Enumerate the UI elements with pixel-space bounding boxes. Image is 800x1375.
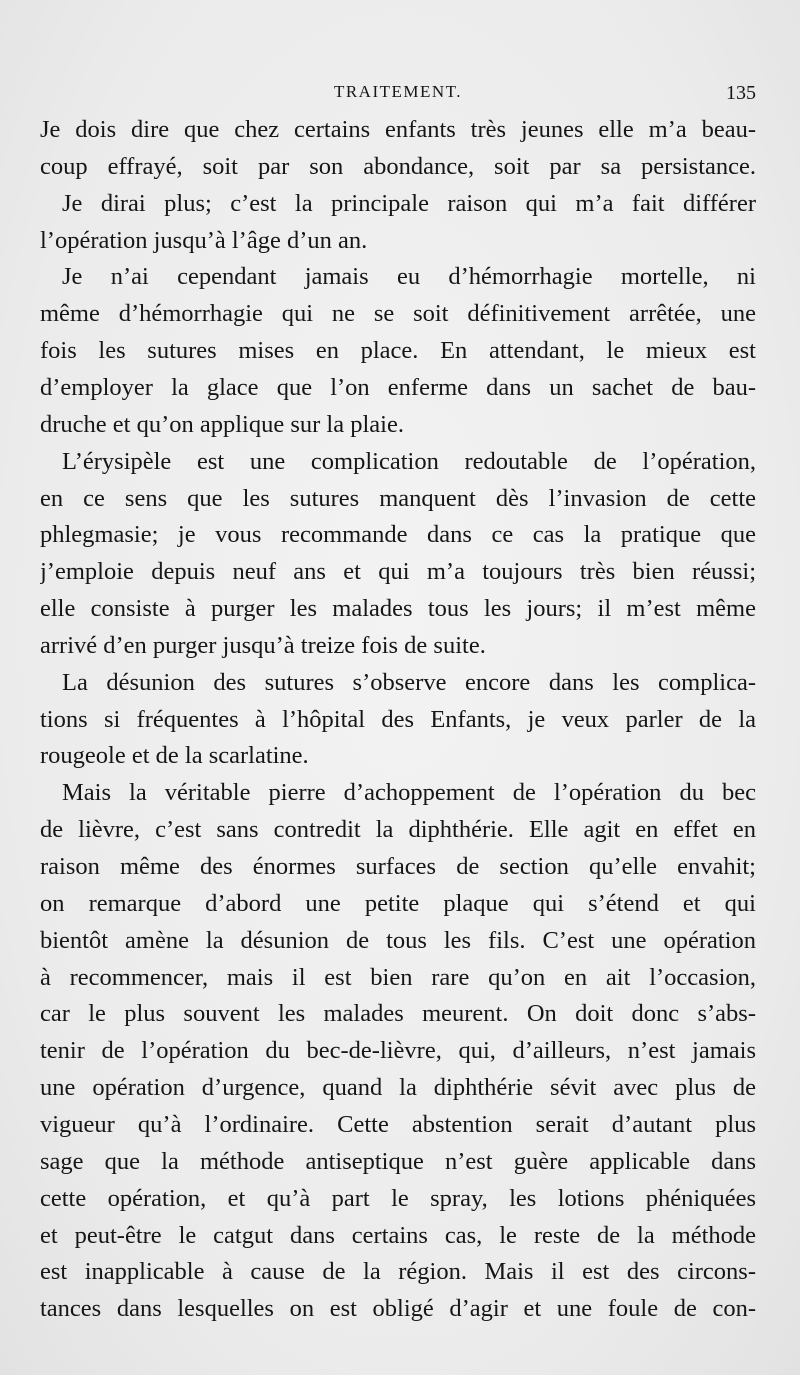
text-line: coup effrayé, soit par son abondance, soit par sa persistance. — [40, 152, 756, 180]
running-title: TRAITEMENT. — [333, 82, 463, 101]
text-line: et peut-être le catgut dans certains cas, le reste de la méthode — [40, 1221, 756, 1249]
text-line: La désunion des sutures s’observe encore dans les complica- — [62, 668, 756, 696]
text-line: car le plus souvent les malades meurent. On doit donc s’abs- — [40, 1000, 756, 1028]
text-line: phlegmasie; je vous recommande dans ce cas la pratique que — [40, 521, 756, 549]
text-line: à recommencer, mais il est bien rare qu’on en ait l’occasion, — [40, 963, 756, 991]
text-line: rougeole et de la scarlatine. — [40, 742, 309, 770]
text-line: Je dois dire que chez certains enfants très jeunes elle m’a beau- — [40, 116, 756, 143]
text-line: on remarque d’abord une petite plaque qui s’étend et qui — [40, 889, 756, 917]
text-line: arrivé d’en purger jusqu’à treize fois de suite. — [40, 631, 486, 659]
text-line: elle consiste à purger les malades tous les jours; il m’est même — [40, 595, 756, 623]
text-line: Je n’ai cependant jamais eu d’hémorrhagie mortelle, ni — [62, 263, 756, 291]
text-line: fois les sutures mises en place. En attendant, le mieux est — [40, 337, 756, 365]
text-line: tances dans lesquelles on est obligé d’agir et une foule de con- — [40, 1295, 756, 1323]
text-line: même d’hémorrhagie qui ne se soit définitivement arrêtée, une — [40, 300, 756, 328]
text-line: L’érysipèle est une complication redoutable de l’opération, — [62, 447, 756, 475]
page-number: 135 — [726, 82, 756, 104]
text-line: tions si fréquentes à l’hôpital des Enfants, je veux parler de la — [40, 705, 756, 733]
running-head — [40, 82, 756, 110]
text-line: une opération d’urgence, quand la diphthérie sévit avec plus de — [40, 1074, 756, 1102]
text-line: bientôt amène la désunion de tous les fils. C’est une opération — [40, 926, 756, 954]
text-line: est inapplicable à cause de la région. Mais il est des circons- — [40, 1258, 756, 1286]
text-line: cette opération, et qu’à part le spray, les lotions phéniquées — [40, 1184, 756, 1212]
text-line: raison même des énormes surfaces de section qu’elle envahit; — [40, 853, 756, 880]
text-line: Je dirai plus; c’est la principale raison qui m’a fait différer — [62, 189, 756, 217]
text-line: Mais la véritable pierre d’achoppement de l’opération du bec — [62, 779, 756, 807]
text-line: l’opération jusqu’à l’âge d’un an. — [40, 226, 368, 254]
text-line: vigueur qu’à l’ordinaire. Cette abstention serait d’autant plus — [40, 1110, 756, 1138]
text-line: en ce sens que les sutures manquent dès l’invasion de cette — [40, 484, 756, 512]
text-line: d’employer la glace que l’on enferme dans un sachet de bau- — [40, 373, 756, 401]
text-line: sage que la méthode antiseptique n’est guère applicable dans — [40, 1147, 756, 1175]
text-line: j’emploie depuis neuf ans et qui m’a toujours très bien réussi; — [40, 558, 756, 586]
text-line: druche et qu’on applique sur la plaie. — [40, 410, 404, 438]
text-line: tenir de l’opération du bec-de-lièvre, qui, d’ailleurs, n’est jamais — [40, 1037, 756, 1065]
text-line: de lièvre, c’est sans contredit la diphthérie. Elle agit en effet en — [40, 816, 756, 844]
